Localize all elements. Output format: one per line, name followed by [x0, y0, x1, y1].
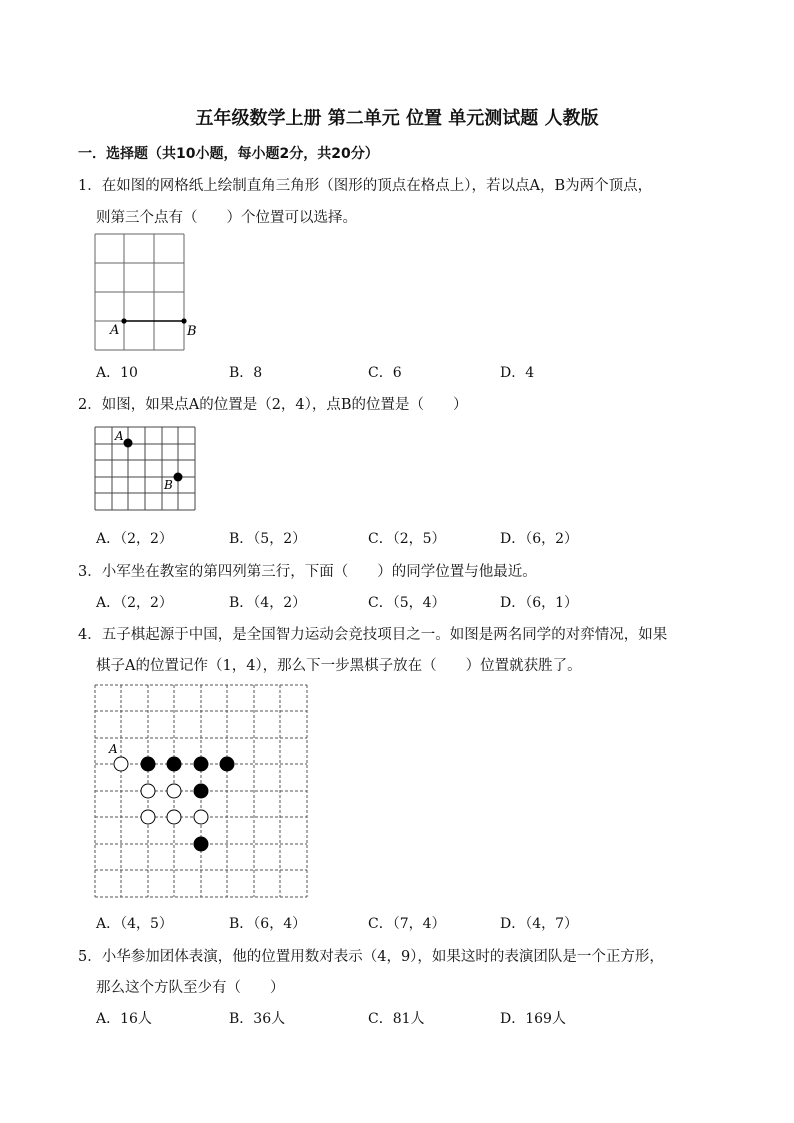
question-4	[78, 623, 667, 644]
question-text: 五子棋起源于中国，是全国智力运动会竞技项目之一。如图是两名同学的对弈情况，如果	[101, 627, 668, 643]
question-text: 小军坐在教室的第四列第三行，下面（ ）的同学位置与他最近。	[101, 564, 537, 580]
question-1	[78, 174, 652, 195]
question-number: 3．	[78, 564, 102, 580]
question-5	[78, 945, 664, 966]
figure-q2-grid	[90, 422, 200, 514]
option-c[interactable]: C．6	[368, 365, 402, 381]
option-d[interactable]: D．（6，2）	[500, 531, 579, 547]
option-b[interactable]: B．（4，2）	[229, 595, 307, 611]
option-d[interactable]: D．4	[500, 365, 535, 381]
figure-q1-grid	[90, 228, 200, 353]
point-label-b: B	[164, 478, 173, 492]
option-d[interactable]: D．（4，7）	[500, 916, 579, 932]
point-label-a: A	[109, 742, 118, 756]
figure-q4-gomoku-board	[90, 680, 315, 902]
option-b[interactable]: B．36人	[229, 1011, 286, 1027]
point-label-a: A	[110, 323, 120, 338]
point-label-a: A	[115, 429, 124, 443]
option-c[interactable]: C．81人	[368, 1011, 425, 1027]
question-number: 5．	[78, 949, 102, 965]
option-c[interactable]: C．（5，4）	[368, 595, 446, 611]
option-a[interactable]: A．10	[96, 365, 138, 381]
option-b[interactable]: B．（6，4）	[229, 916, 307, 932]
page-title: 五年级数学上册 第二单元 位置 单元测试题 人教版	[195, 108, 599, 129]
option-c[interactable]: C．（7，4）	[368, 916, 446, 932]
question-text: 在如图的网格纸上绘制直角三角形（图形的顶点在格点上），若以点A，B为两个顶点，	[101, 178, 653, 194]
point-label-b: B	[187, 324, 197, 339]
question-5-continued: 那么这个方队至少有（ ）	[96, 980, 285, 996]
question-number: 1．	[78, 178, 102, 194]
option-b[interactable]: B．（5，2）	[229, 531, 307, 547]
option-c[interactable]: C．（2，5）	[368, 531, 446, 547]
option-b[interactable]: B．8	[229, 365, 263, 381]
question-number: 4．	[78, 627, 102, 643]
question-2	[78, 393, 468, 414]
option-d[interactable]: D．169人	[500, 1011, 566, 1027]
question-3	[78, 560, 537, 581]
question-text: 小华参加团体表演，他的位置用数对表示（4，9），如果这时的表演团队是一个正方形，	[101, 949, 664, 965]
question-1-continued: 则第三个点有（ ）个位置可以选择。	[96, 210, 357, 226]
option-a[interactable]: A．（2，2）	[96, 595, 173, 611]
section-heading: 一．选择题（共10小题，每小题2分，共20分）	[78, 146, 379, 162]
option-d[interactable]: D．（6，1）	[500, 595, 579, 611]
option-a[interactable]: A．16人	[96, 1011, 152, 1027]
option-a[interactable]: A．（2，2）	[96, 531, 173, 547]
question-text: 如图，如果点A的位置是（2，4），点B的位置是（ ）	[101, 397, 468, 413]
option-a[interactable]: A．（4，5）	[96, 916, 173, 932]
question-4-continued: 棋子A的位置记作（1，4），那么下一步黑棋子放在（ ）位置就获胜了。	[96, 658, 582, 674]
question-number: 2．	[78, 397, 102, 413]
